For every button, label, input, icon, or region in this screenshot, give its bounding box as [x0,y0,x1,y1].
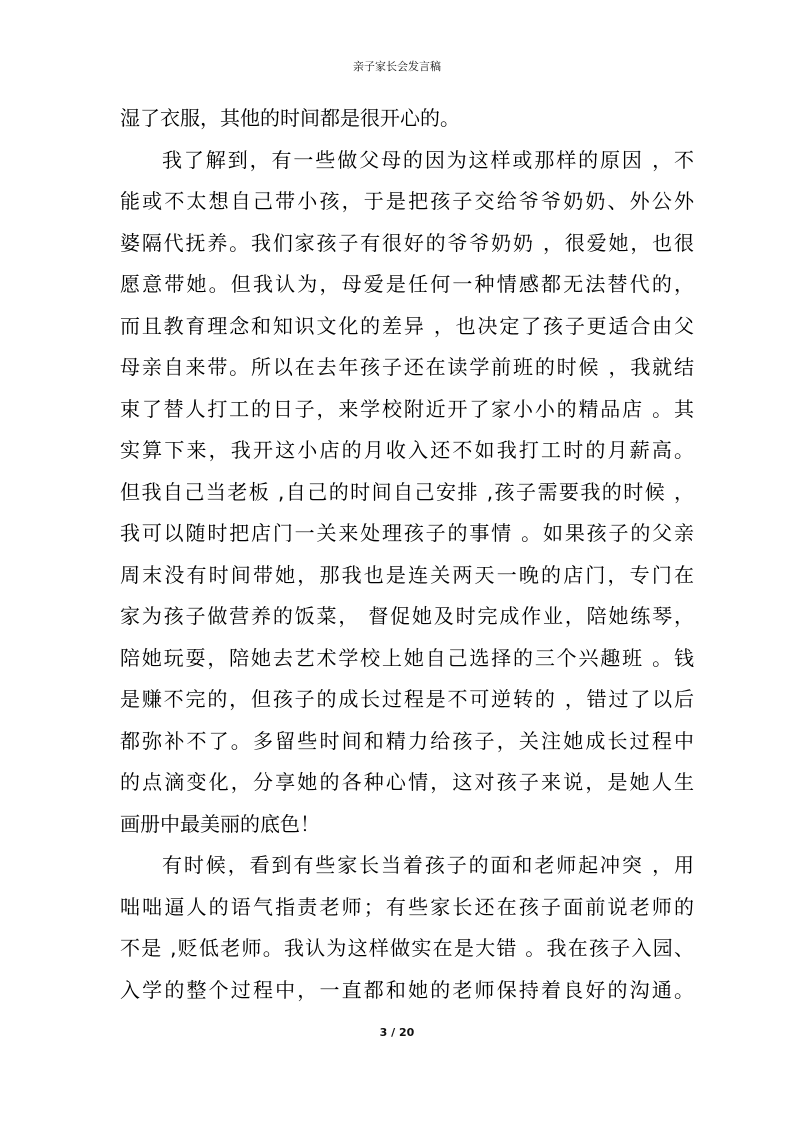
paragraph-line: 婆隔代抚养。我们家孩子有很好的爷爷奶奶 ，很爱她，也很 [120,230,694,255]
paragraph-line: 束了替人打工的日子，来学校附近开了家小小的精品店 。其 [120,396,694,421]
paragraph-line: 有时候，看到有些家长当着孩子的面和老师起冲突 ，用 [162,853,694,877]
paragraph-line: 母亲自来带。所以在去年孩子还在读学前班的时候 ，我就结 [120,355,694,379]
paragraph-line: 咄咄逼人的语气指责老师；有些家长还在孩子面前说老师的 [120,894,694,919]
document-body [120,98,694,1011]
paragraph-line: 但我自己当老板 ,自己的时间自己安排 ,孩子需要我的时候 ， [120,479,694,504]
paragraph-line: 愿意带她。但我认为，母爱是任何一种情感都无法替代的， [120,272,694,296]
page-footer [0,1026,794,1040]
paragraph-line: 是赚不完的，但孩子的成长过程是不可逆转的 ，错过了以后 [120,687,694,711]
paragraph-line: 的点滴变化，分享她的各种心情，这对孩子来说，是她人生 [120,770,694,794]
paragraph-line: 画册中最美丽的底色！ [120,811,320,836]
paragraph-line: 而且教育理念和知识文化的差异 ，也决定了孩子更适合由父 [120,313,694,338]
page-number: 3 / 20 [379,1026,415,1039]
paragraph-line: 陪她玩耍，陪她去艺术学校上她自己选择的三个兴趣班 。钱 [120,645,694,670]
document-title: 亲子家长会发言稿 [353,60,441,73]
page-header [0,60,794,74]
paragraph-line: 不是 ,贬低老师。我认为这样做实在是大错 。我在孩子入园、 [120,936,694,960]
paragraph-line: 湿了衣服，其他的时间都是很开心的。 [120,106,460,130]
paragraph-line: 能或不太想自己带小孩，于是把孩子交给爷爷奶奶、外公外 [120,189,694,213]
paragraph-line: 我可以随时把店门一关来处理孩子的事情 。如果孩子的父亲 [120,521,694,545]
paragraph-line: 周末没有时间带她，那我也是连关两天一晚的店门，专门在 [120,562,694,587]
paragraph-line: 家为孩子做营养的饭菜， 督促她及时完成作业，陪她练琴， [120,604,694,628]
paragraph-line: 入学的整个过程中，一直都和她的老师保持着良好的沟通。 [120,977,694,1002]
paragraph-line: 实算下来，我开这小店的月收入还不如我打工时的月薪高。 [120,438,694,462]
paragraph-line: 都弥补不了。多留些时间和精力给孩子，关注她成长过程中 [120,728,694,753]
paragraph-line: 我了解到，有一些做父母的因为这样或那样的原因 ，不 [162,147,694,172]
